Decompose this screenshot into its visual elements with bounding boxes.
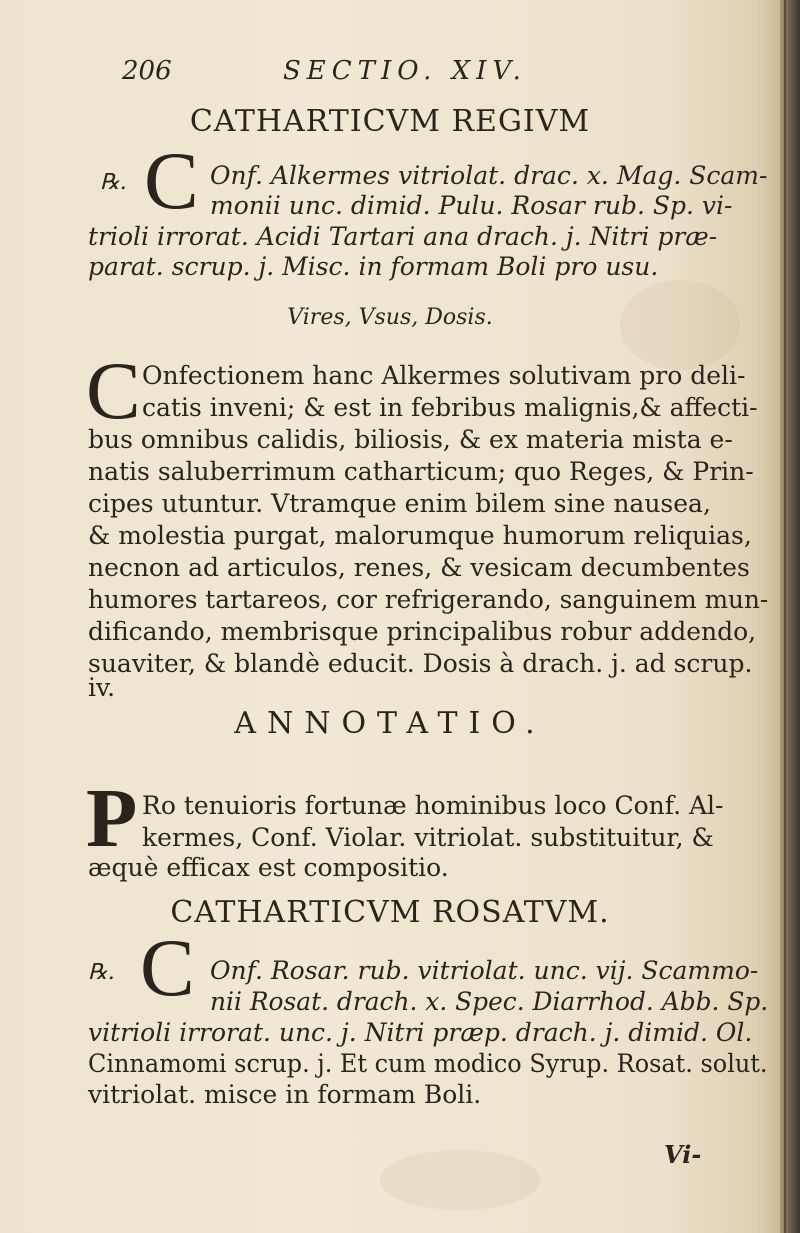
- page-number: 206: [122, 56, 172, 86]
- rx-symbol: ℞.: [88, 960, 115, 985]
- drop-cap: C: [144, 135, 199, 226]
- body-line: humores tartareos, cor refrigerando, sanguinem mun-: [88, 585, 769, 614]
- recipe-line: nii Rosat. drach. x. Spec. Diarrhod. Abb. Sp.: [210, 987, 769, 1016]
- body-line: Ro tenuioris fortunæ hominibus loco Conf. Al-: [142, 791, 724, 820]
- body-line: suaviter, & blandè educit. Dosis à drach. j. ad scrup.: [88, 649, 753, 678]
- recipe-title: CATHARTICVM ROSATVM.: [170, 895, 610, 930]
- annotatio-heading: ANNOTATIO.: [234, 706, 546, 741]
- body-line: Onfectionem hanc Alkermes solutivam pro deli-: [142, 361, 746, 390]
- drop-cap: P: [86, 772, 138, 865]
- drop-cap: C: [86, 345, 141, 436]
- body-line: dificando, membrisque principalibus robur addendo,: [88, 617, 757, 646]
- body-line: catis inveni; & est in febribus malignis,& affecti-: [142, 393, 758, 422]
- recipe-line: Cinnamomi scrup. j. Et cum modico Syrup. Rosat. solut.: [88, 1049, 768, 1078]
- body-line: bus omnibus calidis, biliosis, & ex materia mista e-: [88, 425, 733, 454]
- paper-stain: [380, 1150, 540, 1210]
- recipe-line: trioli irrorat. Acidi Tartari ana drach. j. Nitri præ-: [88, 222, 718, 251]
- body-line: necnon ad articulos, renes, & vesicam decumbentes: [88, 553, 750, 582]
- page-binding-edge: [780, 0, 800, 1233]
- recipe-line: Onf. Alkermes vitriolat. drac. x. Mag. Scam-: [210, 161, 768, 190]
- body-line: æquè efficax est compositio.: [88, 853, 449, 882]
- section-subheading: Vires, Vsus, Dosis.: [287, 305, 493, 330]
- recipe-line: vitrioli irrorat. unc. j. Nitri præp. drach. j. dimid. Ol.: [88, 1018, 753, 1047]
- recipe-line: Onf. Rosar. rub. vitriolat. unc. vij. Scammo-: [210, 956, 759, 985]
- recipe-line: vitriolat. misce in formam Boli.: [88, 1080, 482, 1109]
- running-head: SECTIO. XIV.: [283, 56, 527, 86]
- body-line: & molestia purgat, malorumque humorum reliquias,: [88, 521, 752, 550]
- body-line: natis saluberrimum catharticum; quo Reges, & Prin-: [88, 457, 754, 486]
- page-edge-line: [784, 0, 786, 1233]
- catchword: Vi-: [664, 1140, 702, 1169]
- drop-cap: C: [140, 922, 195, 1013]
- recipe-line: monii unc. dimid. Pulu. Rosar rub. Sp. vi-: [210, 191, 733, 220]
- body-line: iv.: [88, 673, 116, 702]
- recipe-title: CATHARTICVM REGIVM: [189, 104, 591, 139]
- body-line: cipes utuntur. Vtramque enim bilem sine nausea,: [88, 489, 711, 518]
- body-line: kermes, Conf. Violar. vitriolat. substituitur, &: [142, 823, 714, 852]
- rx-symbol: ℞.: [100, 170, 127, 195]
- recipe-line: parat. scrup. j. Misc. in formam Boli pro usu.: [88, 252, 659, 281]
